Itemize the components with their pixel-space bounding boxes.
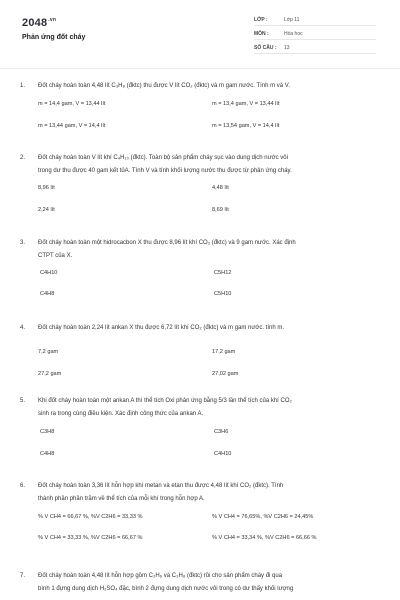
question-7 bbox=[20, 570, 382, 595]
answer-option-a[interactable]: % V CH4 = 66,67 %, %V C2H6 = 33,33 % bbox=[38, 514, 143, 520]
question-text: Khi đốt cháy hoàn toàn một ankan A thì thể tích Oxi phản ứng bằng 5/3 lần thể tích của khí CO₂ bbox=[38, 398, 292, 404]
worksheet-header bbox=[0, 0, 400, 72]
answer-option-d[interactable]: C4H10 bbox=[214, 451, 232, 457]
question-3 bbox=[20, 237, 382, 302]
question-5 bbox=[20, 395, 382, 460]
answer-option-a[interactable]: 8,96 lít bbox=[38, 185, 55, 191]
question-text: Đốt cháy hoàn toàn 2,24 lít ankan X thu được 6,72 lít khí CO₂ (đktc) và m gam nước. tính m. bbox=[38, 325, 285, 331]
answer-option-d[interactable]: 27,02 gam bbox=[212, 370, 239, 377]
answer-option-d[interactable]: % V CH4 = 33,34 %, %V C2H6 = 66,66 % bbox=[212, 535, 317, 541]
question-number: 5. bbox=[20, 398, 26, 404]
question-text: trong dư thu được 40 gam kết tủA. Tính V và tính khối lượng nước thu được từ phản ứng cháy. bbox=[38, 167, 292, 174]
answer-option-c[interactable]: m = 13,44 gam, V = 14,4 lít bbox=[38, 122, 106, 129]
question-text: Đốt cháy hoàn toàn 4,48 lít hỗn hợp gồm C₂H₆ và C₃H₈ (đktc) rồi cho sản phẩm cháy đi qua bbox=[38, 573, 283, 579]
answer-option-a[interactable]: 7,2 gam bbox=[38, 348, 59, 355]
meta-value: 13 bbox=[284, 45, 290, 51]
answer-option-d[interactable]: m = 13,54 gam, V = 14,4 lít bbox=[212, 122, 280, 129]
question-number: 3. bbox=[20, 240, 26, 246]
question-4 bbox=[20, 322, 382, 375]
answer-option-a[interactable]: C3H8 bbox=[40, 429, 55, 435]
meta-grade bbox=[254, 14, 376, 26]
header-divider bbox=[0, 68, 400, 69]
question-text: Đốt cháy hoàn toàn 3,36 lít hỗn hợp khí metan và etan thu được 4,48 lít khí CO₂ (đktc). Tính bbox=[38, 483, 284, 489]
question-text: Đốt cháy hoàn toàn V lít khí C₄H₁₀ (đktc). Toàn bộ sản phẩm cháy sục vào dung dịch nước vôi bbox=[38, 155, 288, 161]
question-text: sinh ra trong cùng điều kiện. Xác định công thức của ankan A. bbox=[38, 410, 204, 417]
meta-label: SỐ CÂU : bbox=[254, 45, 277, 51]
meta-question-count bbox=[254, 42, 376, 54]
answer-option-c[interactable]: 27,2 gam bbox=[38, 370, 62, 377]
meta-value: Lớp 11 bbox=[284, 17, 300, 23]
answer-option-b[interactable]: 17,2 gam bbox=[212, 348, 236, 355]
question-text: bình 1 đựng dung dịch H₂SO₄ đặc, bình 2 đựng dung dịch nước vôi trong có dư thấy khối lượng bbox=[38, 585, 294, 592]
answer-option-c[interactable]: C4H8 bbox=[40, 291, 55, 297]
site-logo[interactable]: $2048^{.vn}$ bbox=[22, 17, 57, 29]
answer-option-d[interactable]: C5H10 bbox=[214, 291, 232, 297]
answer-option-b[interactable]: C5H12 bbox=[214, 270, 232, 276]
answer-option-c[interactable]: 2,24 lít bbox=[38, 207, 55, 213]
worksheet-title: Phản ứng đốt cháy bbox=[22, 34, 86, 41]
answer-option-b[interactable]: m = 13,4 gam, V = 13,44 lít bbox=[212, 100, 280, 107]
question-1 bbox=[20, 80, 382, 133]
question-6 bbox=[20, 480, 382, 545]
answer-option-b[interactable]: % V CH4 = 76,65%, %V C2H6 = 24,45% bbox=[212, 514, 314, 520]
question-number: 7. bbox=[20, 573, 26, 579]
meta-subject bbox=[254, 28, 376, 40]
question-number: 2. bbox=[20, 155, 26, 161]
question-text: Đốt cháy hoàn toàn một hidrocacbon X thu được 8,96 lít khí CO₂ (đktc) và 9 gam nước. Xác định bbox=[38, 240, 296, 246]
question-text: thành phần phần trăm về thể tích của mỗi khí trong hỗn hợp A. bbox=[38, 495, 205, 502]
answer-option-b[interactable]: C3H6 bbox=[214, 429, 229, 435]
meta-label: MÔN : bbox=[254, 31, 269, 37]
question-number: 4. bbox=[20, 325, 26, 331]
meta-value: Hóa học bbox=[284, 31, 303, 37]
answer-option-d[interactable]: 8,69 lít bbox=[212, 207, 229, 213]
answer-option-b[interactable]: 4,48 lít bbox=[212, 185, 229, 191]
question-number: 1. bbox=[20, 83, 26, 89]
answer-option-a[interactable]: m = 14,4 gam, V = 13,44 lít bbox=[38, 100, 106, 107]
answer-option-a[interactable]: C4H10 bbox=[40, 270, 58, 276]
answer-option-c[interactable]: % V CH4 = 33,33 %, %V C2H6 = 66,67 % bbox=[38, 535, 143, 541]
answer-option-c[interactable]: C4H8 bbox=[40, 451, 55, 457]
question-text: Đốt cháy hoàn toàn 4,48 lít C₃H₈ (đktc) thu được V lít CO₂ (đktc) và m gam nước. Tính m và V. bbox=[38, 83, 290, 89]
meta-label: LỚP : bbox=[254, 17, 268, 23]
question-number: 6. bbox=[20, 483, 26, 489]
question-2 bbox=[20, 152, 382, 217]
question-text: CTPT của X. bbox=[38, 252, 73, 259]
